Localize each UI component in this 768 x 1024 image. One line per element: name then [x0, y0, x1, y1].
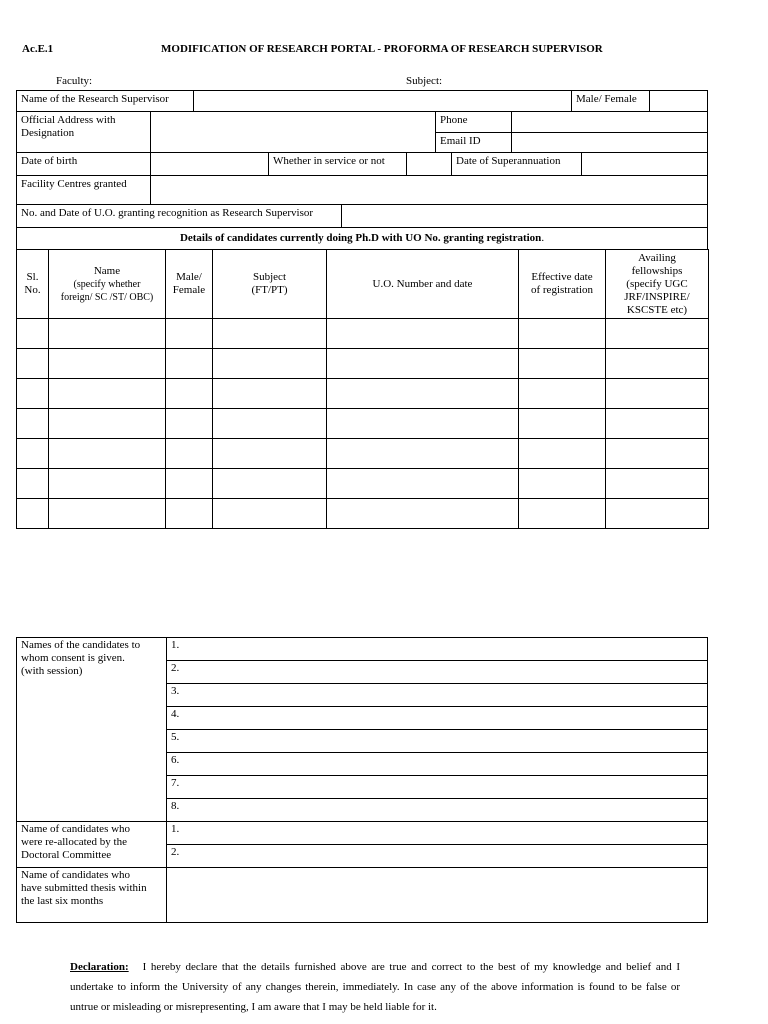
- table-cell[interactable]: [327, 379, 519, 409]
- numbered-entry-field[interactable]: 2.: [167, 661, 708, 684]
- numbered-entry-field[interactable]: 2.: [167, 845, 708, 868]
- col-fellowships: [606, 250, 709, 319]
- numbered-entry-field[interactable]: 5.: [167, 730, 708, 753]
- col-fellowships-line1: Availing: [638, 251, 676, 264]
- table-cell[interactable]: [213, 379, 327, 409]
- table-cell[interactable]: [519, 409, 606, 439]
- table-cell[interactable]: [327, 409, 519, 439]
- supervisor-form: [16, 90, 708, 250]
- col-subject: [213, 250, 327, 319]
- col-effective-date-line2: of registration: [530, 284, 593, 296]
- table-cell[interactable]: [213, 469, 327, 499]
- thesis-label-line1: Name of candidates who: [21, 869, 131, 881]
- col-gender-line2: Female: [172, 284, 206, 296]
- table-cell[interactable]: [213, 349, 327, 379]
- dob-label: Date of birth: [21, 155, 78, 167]
- table-cell[interactable]: [17, 409, 49, 439]
- subject-label: Subject:: [406, 75, 443, 87]
- thesis-row: [17, 868, 708, 923]
- numbered-entry-field[interactable]: 4.: [167, 707, 708, 730]
- col-name: [49, 250, 166, 319]
- table-cell[interactable]: [519, 349, 606, 379]
- form-code: Ac.E.1: [22, 43, 54, 55]
- col-effective-date: [519, 250, 606, 319]
- table-cell[interactable]: [49, 349, 166, 379]
- table-cell[interactable]: [327, 499, 519, 529]
- col-subject-line1: Subject: [253, 271, 286, 283]
- table-cell[interactable]: [519, 469, 606, 499]
- thesis-field[interactable]: [167, 868, 708, 923]
- table-cell[interactable]: [519, 319, 606, 349]
- gender-field[interactable]: [649, 91, 707, 111]
- row-details-heading: [16, 228, 708, 250]
- realloc-label-line3: Doctoral Committee: [21, 849, 112, 861]
- table-cell[interactable]: [17, 379, 49, 409]
- table-cell[interactable]: [166, 439, 213, 469]
- table-cell[interactable]: [606, 319, 709, 349]
- official-address-field[interactable]: [150, 112, 435, 152]
- table-cell[interactable]: [17, 439, 49, 469]
- numbered-entry-field[interactable]: 3.: [167, 684, 708, 707]
- table-cell[interactable]: [17, 499, 49, 529]
- table-cell[interactable]: [213, 499, 327, 529]
- table-row: [17, 349, 709, 379]
- table-cell[interactable]: [17, 319, 49, 349]
- faculty-label: Faculty:: [56, 75, 93, 87]
- col-gender: [166, 250, 213, 319]
- realloc-label-line1: Name of candidates who: [21, 823, 131, 835]
- numbered-entry-field[interactable]: 8.: [167, 799, 708, 822]
- row-facility: [16, 176, 708, 205]
- table-cell[interactable]: [519, 379, 606, 409]
- facility-field[interactable]: [150, 176, 707, 204]
- declaration-text: I hereby declare that the details furnished above are true and correct to the best of my knowledge and belief and I undertake to inform the University of any changes therein, immediately. In case any of the above information is found to be false or untrue or misleading or misrepresenting, I am aware that I may be held liable for it.: [70, 961, 680, 1013]
- declaration: [70, 957, 680, 1017]
- table-cell[interactable]: [606, 409, 709, 439]
- realloc-label-line2: were re-allocated by the: [21, 836, 127, 848]
- table-cell[interactable]: [213, 439, 327, 469]
- col-fellowships-line2: fellowships: [631, 264, 683, 277]
- email-field[interactable]: [511, 132, 707, 152]
- table-cell[interactable]: [166, 319, 213, 349]
- table-cell[interactable]: [49, 409, 166, 439]
- table-cell[interactable]: [606, 499, 709, 529]
- table-cell[interactable]: [17, 349, 49, 379]
- table-cell[interactable]: [49, 319, 166, 349]
- table-cell[interactable]: [49, 379, 166, 409]
- table-cell[interactable]: [49, 439, 166, 469]
- table-cell[interactable]: [327, 319, 519, 349]
- in-service-field[interactable]: [406, 153, 451, 175]
- table-cell[interactable]: [166, 379, 213, 409]
- realloc-row: [17, 822, 708, 845]
- col-name-line3: foreign/ SC /ST/ OBC): [60, 291, 154, 303]
- col-name-line2: (specify whether: [73, 278, 141, 290]
- col-effective-date-line1: Effective date: [531, 271, 593, 283]
- uo-recognition-label: No. and Date of U.O. granting recognition as Research Supervisor: [21, 207, 314, 219]
- col-subject-line2: (FT/PT): [251, 284, 288, 296]
- details-heading-dot: .: [541, 232, 545, 244]
- col-sl-no: [17, 250, 49, 319]
- in-service-label: Whether in service or not: [268, 153, 406, 175]
- col-sl-no-line2: No.: [24, 284, 41, 296]
- table-cell[interactable]: [213, 319, 327, 349]
- table-row: [17, 439, 709, 469]
- supervisor-name-field[interactable]: [193, 91, 571, 111]
- col-uo-number: U.O. Number and date: [327, 250, 519, 319]
- consent-label-line2: whom consent is given.: [21, 652, 125, 664]
- numbered-entry-field[interactable]: 7.: [167, 776, 708, 799]
- details-heading-text: Details of candidates currently doing Ph.D with UO No. granting registration: [179, 232, 542, 244]
- dob-field[interactable]: [150, 153, 268, 175]
- table-row: [17, 379, 709, 409]
- consent-table: [16, 637, 708, 923]
- table-row: [17, 469, 709, 499]
- numbered-entry-field[interactable]: 1.: [167, 822, 708, 845]
- consent-body: [17, 638, 708, 923]
- table-row: [17, 499, 709, 529]
- table-cell[interactable]: [606, 349, 709, 379]
- superannuation-label: Date of Superannuation: [451, 153, 581, 175]
- row-uo-recognition: [16, 205, 708, 228]
- details-heading: [17, 228, 707, 249]
- numbered-entry-field[interactable]: 1.: [167, 638, 708, 661]
- table-row: [17, 319, 709, 349]
- table-cell[interactable]: [17, 469, 49, 499]
- consent-label: [17, 638, 167, 822]
- table-cell[interactable]: [166, 499, 213, 529]
- declaration-label: Declaration:: [70, 961, 129, 973]
- table-cell[interactable]: [606, 379, 709, 409]
- col-fellowships-line4: JRF/INSPIRE/: [624, 290, 690, 303]
- thesis-label: [17, 868, 167, 923]
- table-cell[interactable]: [166, 349, 213, 379]
- row-official-address: [16, 112, 708, 153]
- row-dob: [16, 153, 708, 176]
- col-gender-line1: Male/: [176, 271, 202, 283]
- realloc-label: [17, 822, 167, 868]
- phone-label: Phone: [435, 112, 511, 132]
- table-cell[interactable]: [327, 439, 519, 469]
- numbered-entry-field[interactable]: 6.: [167, 753, 708, 776]
- table-cell[interactable]: [606, 439, 709, 469]
- phone-field[interactable]: [511, 112, 707, 132]
- table-cell[interactable]: [606, 469, 709, 499]
- official-address-label-line1: Official Address with: [21, 114, 116, 126]
- col-sl-no-line1: Sl.: [26, 271, 39, 283]
- supervisor-name-label: Name of the Research Supervisor: [21, 93, 169, 105]
- page-title: MODIFICATION OF RESEARCH PORTAL - PROFORMA OF RESEARCH SUPERVISOR: [161, 43, 603, 55]
- official-address-label-line2: Designation: [21, 127, 75, 139]
- table-cell[interactable]: [166, 469, 213, 499]
- superannuation-field[interactable]: [581, 153, 707, 175]
- table-cell[interactable]: [519, 499, 606, 529]
- candidates-header-row: [17, 250, 709, 319]
- table-cell[interactable]: [327, 469, 519, 499]
- candidates-table: [16, 249, 709, 529]
- col-fellowships-line3: (specify UGC: [626, 277, 688, 290]
- col-fellowships-line5: KSCSTE etc): [626, 303, 688, 316]
- table-cell[interactable]: [166, 409, 213, 439]
- consent-label-line3: (with session): [21, 665, 83, 677]
- email-label: Email ID: [435, 132, 511, 152]
- thesis-label-line2: have submitted thesis within: [21, 882, 147, 894]
- table-cell[interactable]: [49, 469, 166, 499]
- official-address-label: [17, 112, 150, 152]
- uo-recognition-field[interactable]: [341, 205, 350, 227]
- thesis-label-line3: the last six months: [21, 895, 104, 907]
- table-cell[interactable]: [519, 439, 606, 469]
- candidates-body: [17, 319, 709, 529]
- table-cell[interactable]: [327, 349, 519, 379]
- row-supervisor-name: [16, 90, 708, 112]
- col-name-line1: Name: [93, 264, 121, 277]
- consent-row: [17, 638, 708, 661]
- consent-label-line1: Names of the candidates to: [21, 639, 141, 651]
- facility-label: Facility Centres granted: [21, 178, 127, 190]
- gender-label: Male/ Female: [571, 91, 649, 111]
- table-row: [17, 409, 709, 439]
- table-cell[interactable]: [49, 499, 166, 529]
- table-cell[interactable]: [213, 409, 327, 439]
